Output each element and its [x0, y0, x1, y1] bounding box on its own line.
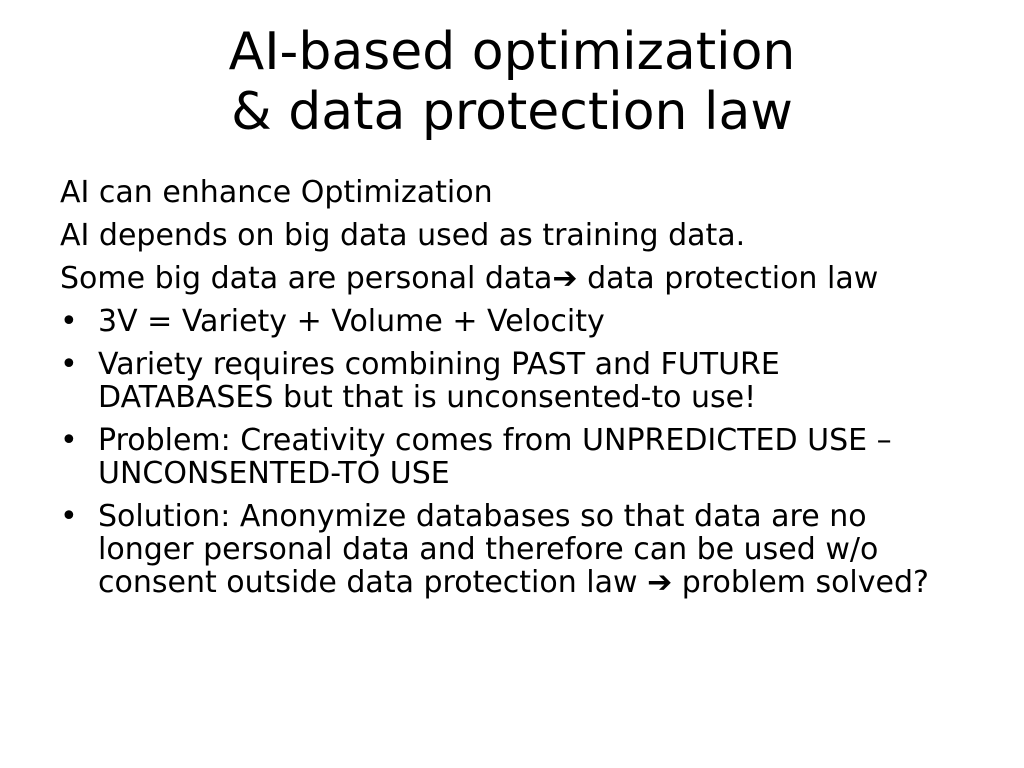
bullet-text	[98, 499, 929, 600]
bullet-text: 3V = Variety + Volume + Velocity	[98, 304, 605, 339]
slide-title	[0, 22, 1024, 142]
bullet-text: Variety requires combining PAST and FUTURE DATABASES but that is unconsented-to use!	[98, 347, 780, 415]
slide-title-line-2: & data protection law	[231, 82, 793, 142]
bullet-text-part: Solution: Anonymize databases so that data are no longer personal data and therefore can be used w/o consent outside data protection law	[98, 499, 879, 600]
body-paragraph: AI depends on big data used as training data.	[60, 218, 746, 253]
bullet-item	[60, 348, 960, 414]
bullet-icon: •	[60, 423, 78, 458]
slide-body	[60, 176, 960, 609]
arrow-right-icon: ➔	[552, 261, 578, 296]
paragraph-text: data protection law	[577, 261, 879, 296]
bullet-list	[60, 305, 960, 599]
bullet-item	[60, 424, 960, 490]
bullet-item	[60, 305, 960, 338]
body-paragraph	[60, 262, 960, 295]
paragraph-text: Some big data are personal data	[60, 261, 553, 296]
arrow-right-icon: ➔	[647, 565, 673, 600]
bullet-icon: •	[60, 499, 78, 534]
body-paragraph: AI can enhance Optimization	[60, 175, 493, 210]
slide-title-line-1: AI-based optimization	[228, 22, 796, 82]
bullet-icon: •	[60, 347, 78, 382]
bullet-text-part: problem solved?	[672, 565, 929, 600]
bullet-text: Problem: Creativity comes from UNPREDICTED USE – UNCONSENTED-TO USE	[98, 423, 892, 491]
bullet-item	[60, 500, 960, 599]
bullet-icon: •	[60, 304, 78, 339]
